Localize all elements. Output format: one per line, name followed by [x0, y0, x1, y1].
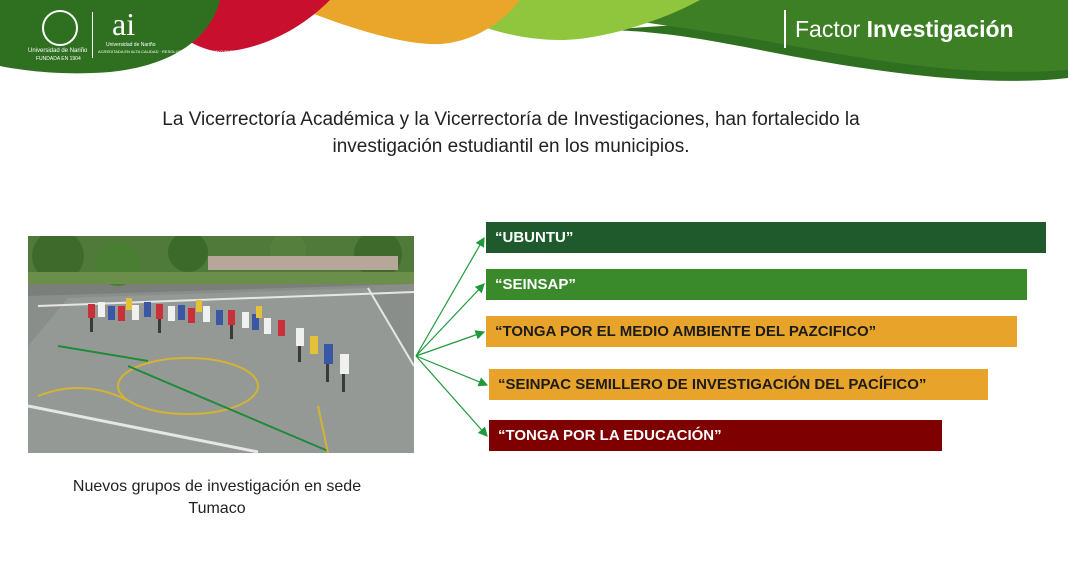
- accreditation-logo: [98, 6, 246, 64]
- brand-title-bold: Investigación: [866, 16, 1014, 42]
- accreditation-mark: ai: [112, 6, 136, 42]
- university-seal-icon: [42, 10, 78, 46]
- intro-line-1: La Vicerrectoría Académica y la Vicerrectoría de Investigaciones, han fortalecido la: [162, 109, 860, 130]
- connector-arrow-2: [416, 284, 484, 356]
- university-name: Universidad de Nariño: [28, 48, 88, 54]
- research-group-ubuntu: “UBUNTU”: [486, 222, 1046, 253]
- research-group-tonga-educacion: “TONGA POR LA EDUCACIÓN”: [489, 420, 942, 451]
- brand-divider: [784, 10, 786, 48]
- photo-caption-line-1: Nuevos grupos de investigación en sede: [72, 478, 362, 495]
- intro-line-2: investigación estudiantil en los municipios.: [332, 136, 690, 157]
- connector-arrow-5: [416, 356, 487, 436]
- research-group-seinsap: “SEINSAP”: [486, 269, 1027, 300]
- group-photo-illustration: [28, 236, 414, 453]
- photo-caption-line-2: Tumaco: [188, 500, 246, 517]
- university-founded: FUNDADA EN 1904: [36, 56, 81, 62]
- connector-arrows: [414, 222, 494, 462]
- photo-caption: [30, 476, 404, 520]
- brand-title: [795, 16, 1014, 43]
- intro-text: [110, 106, 912, 160]
- logo-divider: [92, 12, 93, 58]
- group-photo: [28, 236, 414, 453]
- accreditation-resolution: ACREDITADA EN ALTA CALIDAD · RESOLUCIÓN No. 10567 · MAYO 23 DE 2017: [98, 49, 246, 54]
- research-group-seinpac: “SEINPAC SEMILLERO DE INVESTIGACIÓN DEL PACÍFICO”: [489, 369, 988, 400]
- connector-arrow-3: [416, 332, 484, 356]
- connector-arrow-4: [416, 356, 487, 385]
- brand-title-light: Factor: [795, 16, 867, 42]
- accreditation-university: Universidad de Nariño: [106, 42, 156, 48]
- research-group-tonga-ambiente: “TONGA POR EL MEDIO AMBIENTE DEL PAZCIFICO”: [486, 316, 1017, 347]
- connector-arrow-1: [416, 238, 484, 356]
- slide-header: [0, 0, 1068, 90]
